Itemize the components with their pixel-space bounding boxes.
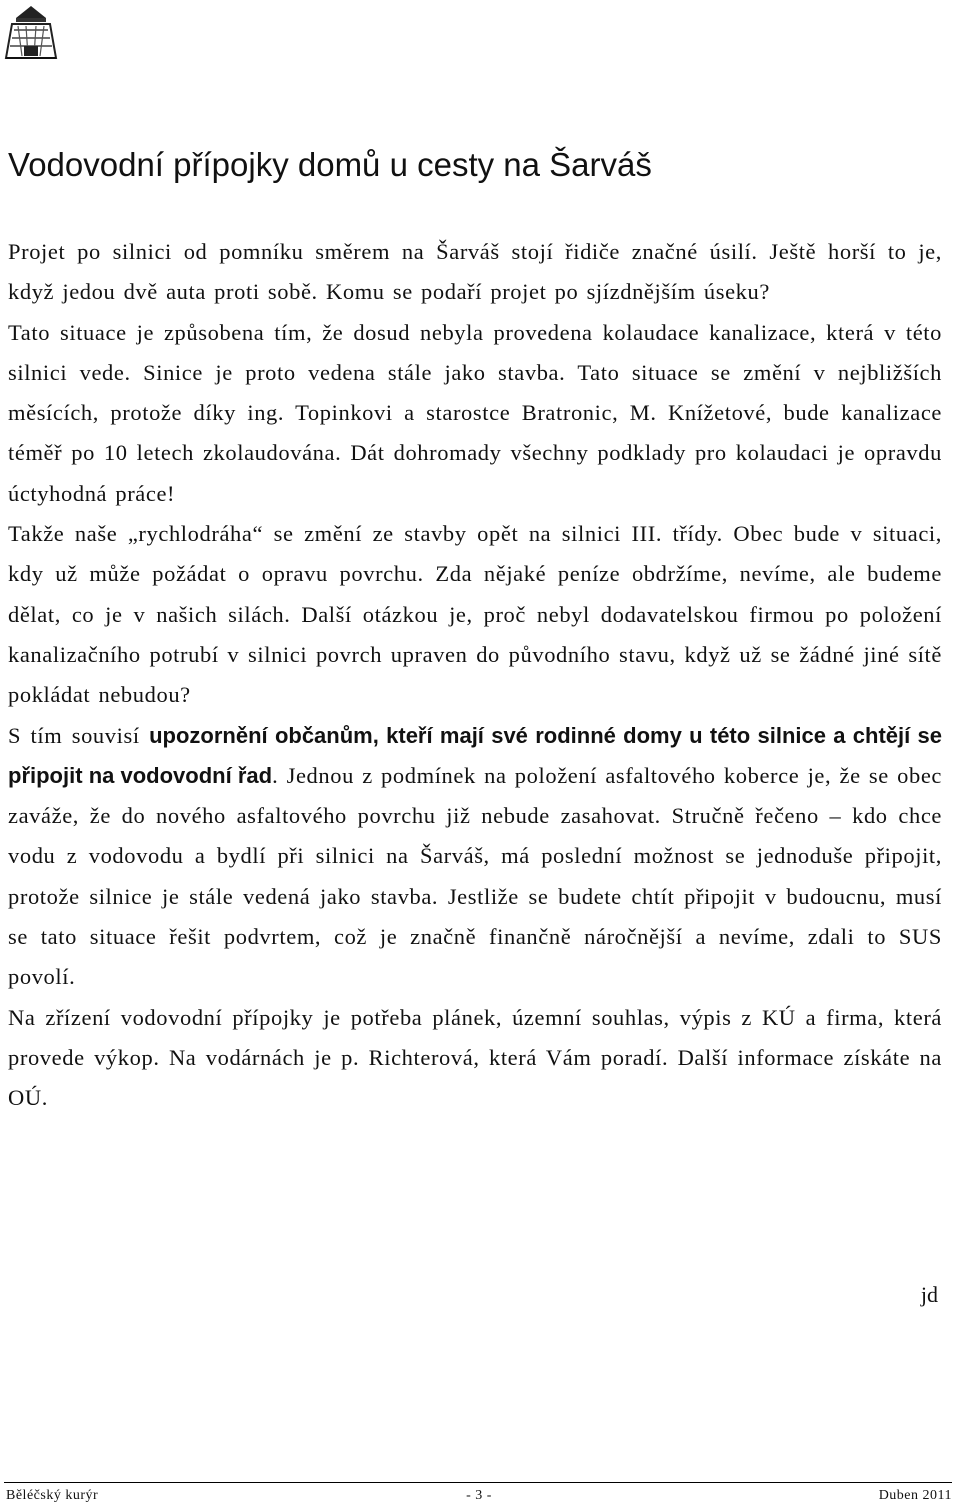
footer-publication: Běléčský kurýr	[6, 1488, 99, 1503]
notice-highlight: upozornění občanům, kteří mají své rodinné domy u této silnice a chtějí se připojit na vodovodní řad	[8, 722, 943, 788]
page-footer	[6, 1488, 952, 1506]
paragraph-situation: Tato situace je způsobena tím, že dosud nebyla provedena kolaudace kanalizace, která v této silnici vede. Sinice je proto vedena stále jako stavba. Tato situace se změní v nejbližších měsících, protože díky ing. Topinkovi a starostce Bratronic, M. Knížetové, bude kanalizace téměř po 10 letech zkolaudována. Dát dohromady všechny podklady pro kolaudaci je opravdu úctyhodná práce!	[8, 319, 942, 506]
village-coat-of-arms-icon	[2, 2, 60, 62]
article-title: Vodovodní přípojky domů u cesty na Šarváš	[8, 146, 652, 183]
footer-date: Duben 2011	[878, 1488, 952, 1503]
notice-lead-text: S tím souvisí	[8, 722, 150, 748]
paragraph-road-class: Takže naše „rychlodráha“ se změní ze stavby opět na silnici III. třídy. Obec bude v situaci, kdy už může požádat o opravu povrchu. Zda nějaké peníze obdržíme, nevíme, ale budeme dělat, co je v našich silách. Další otázkou je, proč nebyl dodavatelskou firmou po položení kanalizačního potrubí v silnici povrch upraven do původního stavu, když už se žádné jiné sítě pokládat nebudou?	[8, 521, 942, 708]
author-signature: jd	[920, 1282, 938, 1307]
footer-divider	[4, 1482, 952, 1483]
paragraph-intro: Projet po silnici od pomníku směrem na Šarváš stojí řidiče značné úsilí. Ještě horší to je, když jedou dvě auta proti sobě. Komu se podaří projet po sjízdnějším úseku?	[8, 239, 942, 305]
footer-page-number: - 3 -	[466, 1488, 492, 1503]
notice-body-text: . Jednou z podmínek na položení asfaltového koberce je, že se obec zaváže, že do nového asfaltového povrchu již nebude zasahovat. Stručně řečeno – kdo chce vodu z vodovodu a bydlí při silnici na Šarváš, má poslední možnost se jednoduše připojit, protože silnice je stále vedená jako stavba. Jestliže se budete chtít připojit v budoucnu, musí se tato situace řešit podvrtem, což je značně finančně náročnější a nevíme, zdali to SUS povolí.	[8, 762, 942, 990]
paragraph-requirements: Na zřízení vodovodní přípojky je potřeba plánek, územní souhlas, výpis z KÚ a firma, která provede výkop. Na vodárnách je p. Richterová, která Vám poradí. Další informace získáte na OÚ.	[8, 1004, 942, 1111]
article-body	[8, 232, 942, 1119]
paragraph-notice	[8, 716, 942, 998]
